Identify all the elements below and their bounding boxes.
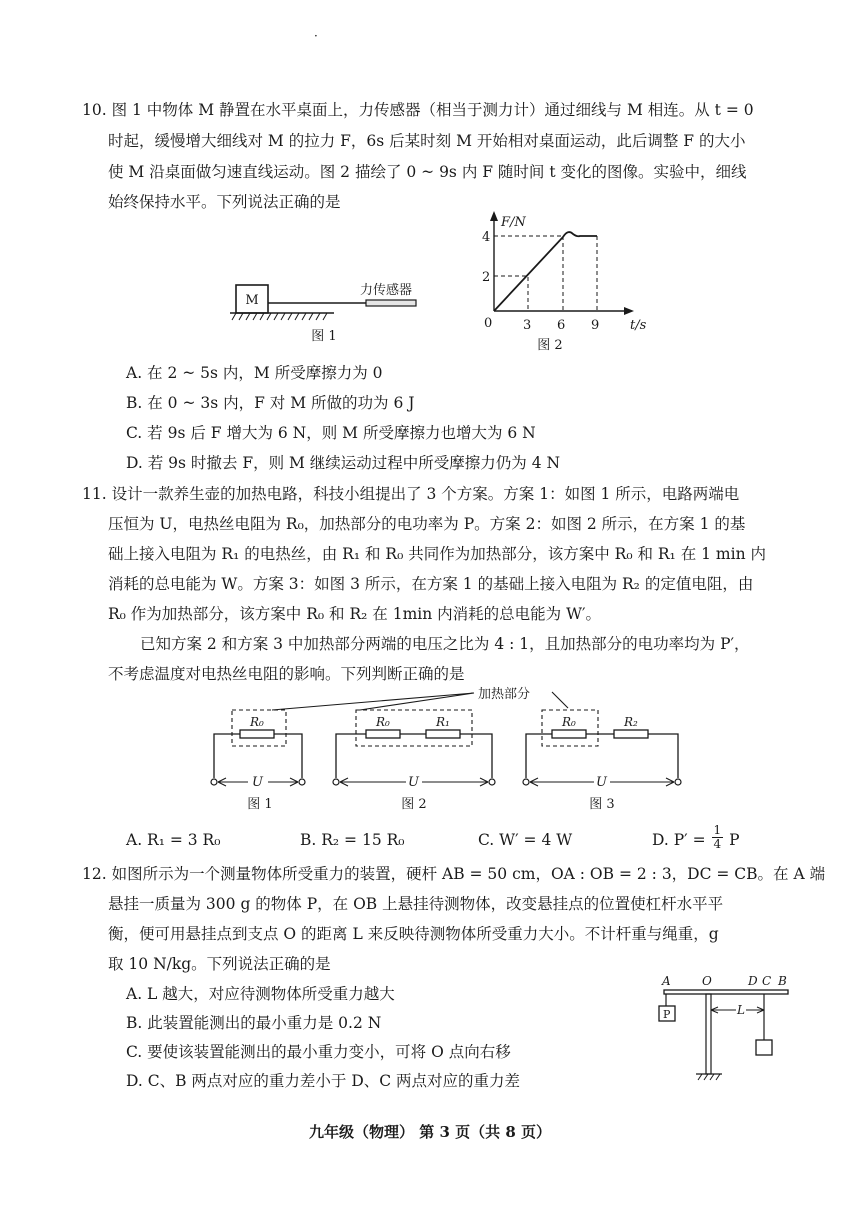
q11-line-6: 已知方案 2 和方案 3 中加热部分两端的电压之比为 4 : 1，且加热部分的电功率均为 P′， (140, 635, 750, 653)
circuit-3-caption: 图 3 (589, 797, 615, 812)
circuit-2-r0 (366, 730, 400, 738)
q11-line-5: R₀ 作为加热部分，该方案中 R₀ 和 R₂ 在 1min 内消耗的总电能为 W′。 (108, 605, 602, 623)
point-a-label: A (662, 974, 671, 988)
circuit-3-wire (526, 734, 678, 778)
q11-option-d-den: 4 (713, 836, 722, 851)
q12-line-4: 取 10 N/kg。下列说法正确的是 (108, 955, 331, 973)
q10-option-c: C. 若 9s 后 F 增大为 6 N，则 M 所受摩擦力也增大为 6 N (126, 424, 536, 442)
q10-line-3: 使 M 沿桌面做匀速直线运动。图 2 描绘了 0 ~ 9s 内 F 随时间 t 变化的图像。实验中，细线 (108, 163, 747, 181)
circuit-2-u-label: U (408, 775, 419, 790)
circuit-2-wire (336, 734, 492, 778)
point-c-label: C (762, 974, 772, 988)
circuit-2-caption: 图 2 (401, 797, 427, 812)
circuit-3-r2-label: R₂ (624, 715, 638, 729)
circuit-2-r0-label: R₀ (376, 715, 390, 729)
q10-option-d: D. 若 9s 时撤去 F，则 M 继续运动过程中所受摩擦力仍为 4 N (126, 454, 561, 472)
q11-option-a: A. R₁ = 3 R₀ (126, 831, 221, 849)
q11-line-1: 11. 设计一款养生壶的加热电路，科技小组提出了 3 个方案。方案 1：如图 1 所示，电路两端电 (82, 485, 740, 503)
circuit-1-r0 (240, 730, 274, 738)
circuit-3-r0-label: R₀ (562, 715, 576, 729)
y-tick-4: 4 (482, 230, 491, 245)
x-axis-label: t/s (630, 318, 647, 333)
force-sensor (366, 300, 416, 306)
object-p-label: P (663, 1008, 671, 1021)
y-tick-2: 2 (482, 270, 491, 285)
q11-circuit-figures (200, 682, 700, 817)
block-m-label: M (245, 293, 259, 308)
circuit-2-r1-label: R₁ (436, 715, 450, 729)
origin-label: 0 (484, 316, 493, 331)
q11-option-d (652, 822, 740, 851)
q11-option-d-fraction (712, 824, 724, 851)
x-axis-arrow (624, 307, 634, 315)
page-footer: 九年级（物理） 第 3 页（共 8 页） (309, 1123, 551, 1141)
x-tick-3: 3 (523, 318, 532, 333)
figure-1-caption: 图 1 (311, 329, 337, 344)
q12-line-1: 12. 如图所示为一个测量物体所受重力的装置，硬杆 AB = 50 cm，OA : OB = 2 : 3，DC = CB。在 A 端 (82, 865, 826, 883)
q10-figure-1 (226, 270, 426, 345)
q12-option-c: C. 要使该装置能测出的最小重力变小，可将 O 点向右移 (126, 1043, 511, 1061)
q11-line-4: 消耗的总电能为 W。方案 3：如图 3 所示，在方案 1 的基础上接入电阻为 R₂ 的定值电阻，由 (108, 575, 754, 593)
q10-line-1: 10. 图 1 中物体 M 静置在水平桌面上，力传感器（相当于测力计）通过细线与 M 相连。从 t = 0 (82, 101, 754, 119)
q10-option-b: B. 在 0 ~ 3s 内，F 对 M 所做的功为 6 J (126, 394, 415, 412)
q12-lever-figure (650, 970, 800, 1090)
dashed-guides (494, 236, 597, 311)
circuit-3-u-label: U (596, 775, 607, 790)
circuit-1-u-label: U (252, 775, 263, 790)
q10-line-2: 时起，缓慢增大细线对 M 的拉力 F，6s 后某时刻 M 开始相对桌面运动，此后调整 F 的大小 (108, 132, 746, 150)
support-post (706, 994, 711, 1074)
q10-option-a: A. 在 2 ~ 5s 内，M 所受摩擦力为 0 (126, 364, 383, 382)
q12-option-d: D. C、B 两点对应的重力差小于 D、C 两点对应的重力差 (126, 1072, 521, 1090)
f-t-curve (494, 232, 597, 311)
table-hatch (232, 313, 327, 320)
figure-2-caption: 图 2 (537, 338, 563, 353)
q11-option-d-suffix: P (729, 831, 740, 849)
length-l-label: L (737, 1003, 745, 1017)
q12-line-3: 衡，便可用悬挂点到支点 O 的距离 L 来反映待测物体所受重力大小。不计杆重与绳重，g (108, 925, 719, 943)
circuit-3-r2 (614, 730, 648, 738)
q10-figure-2 (470, 205, 680, 355)
q12-option-b: B. 此装置能测出的最小重力是 0.2 N (126, 1014, 382, 1032)
q11-line-7: 不考虑温度对电热丝电阻的影响。下列判断正确的是 (108, 665, 465, 683)
page-mark: · (314, 29, 318, 43)
q10-line-4: 始终保持水平。下列说法正确的是 (108, 193, 341, 211)
circuit-1-wire (214, 734, 302, 778)
y-axis-label: F/N (501, 215, 526, 230)
circuit-2-r1 (426, 730, 460, 738)
circuit-1-caption: 图 1 (247, 797, 273, 812)
circuit-3-r0 (552, 730, 586, 738)
circuit-2-heating-box (356, 710, 472, 746)
point-o-label: O (702, 974, 712, 988)
q11-option-d-num: 1 (713, 822, 722, 837)
circuit-1-r0-label: R₀ (250, 715, 264, 729)
point-d-label: D (748, 974, 758, 988)
force-sensor-label: 力传感器 (360, 283, 413, 298)
test-object (756, 1040, 772, 1055)
q12-line-2: 悬挂一质量为 300 g 的物体 P，在 OB 上悬挂待测物体，改变悬挂点的位置使杠杆水平平 (108, 895, 724, 913)
q11-option-d-prefix: D. P′ = (652, 831, 706, 849)
q11-option-b: B. R₂ = 15 R₀ (300, 831, 405, 849)
y-axis-arrow (490, 211, 498, 221)
lever-rod (664, 990, 788, 994)
q11-option-c: C. W′ = 4 W (478, 831, 573, 849)
ground-hatch (698, 1074, 720, 1080)
point-b-label: B (778, 974, 787, 988)
q11-line-3: 础上接入电阻为 R₁ 的电热丝，由 R₁ 和 R₀ 共同作为加热部分，该方案中 R₀ 和 R₁ 在 1 min 内 (108, 545, 766, 563)
x-tick-6: 6 (557, 318, 566, 333)
q11-line-2: 压恒为 U，电热丝电阻为 R₀，加热部分的电功率为 P。方案 2：如图 2 所示，在方案 1 的基 (108, 515, 746, 533)
q12-option-a: A. L 越大，对应待测物体所受重力越大 (126, 985, 395, 1003)
heating-part-label: 加热部分 (478, 687, 531, 702)
x-tick-9: 9 (591, 318, 600, 333)
